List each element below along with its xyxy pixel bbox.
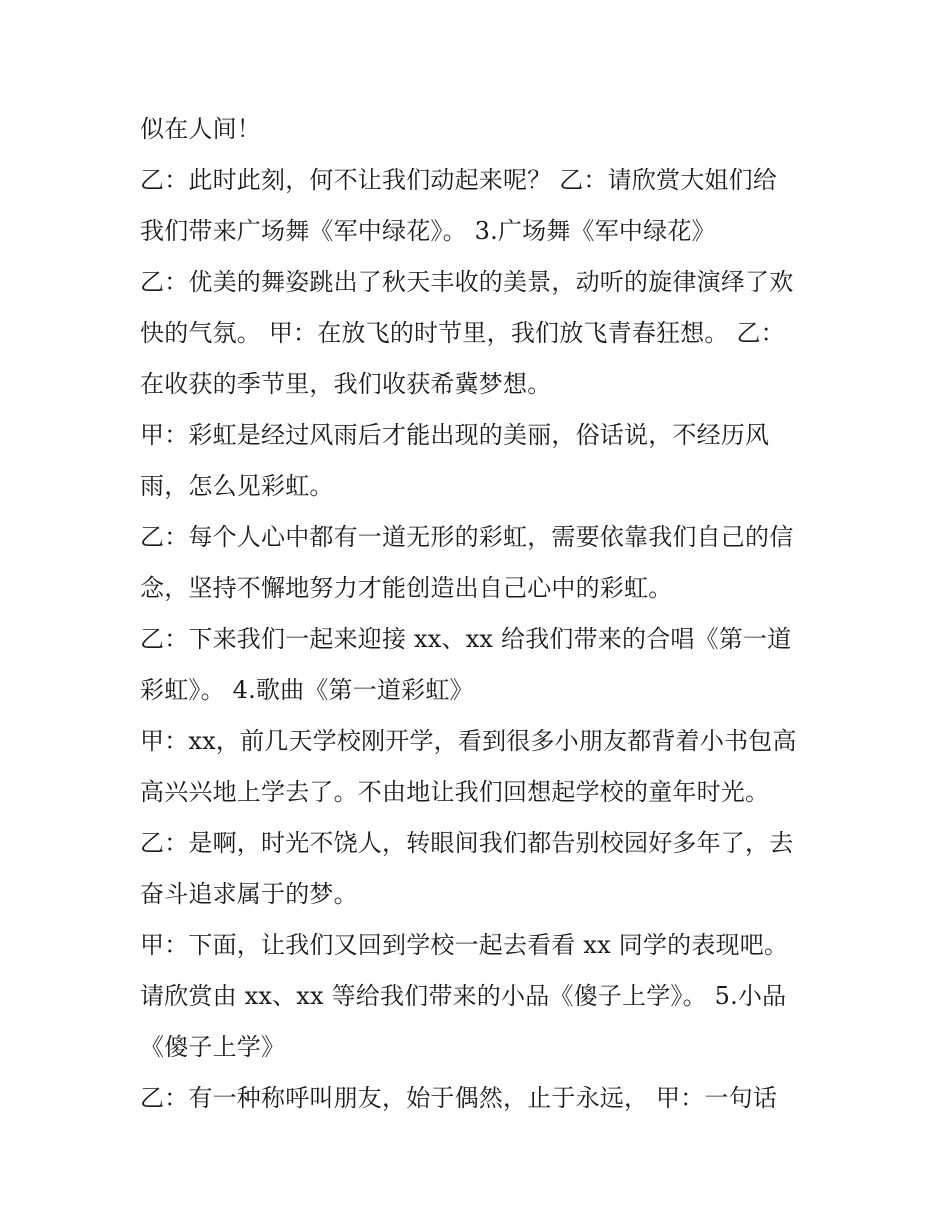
text-line: 奋斗追求属于的梦。 <box>140 880 358 908</box>
text-line: 快的气氛。 甲：在放飞的时节里，我们放飞青春狂想。 乙： <box>140 319 785 347</box>
text-line: 甲：下面，让我们又回到学校一起去看看 xx 同学的表现吧。 <box>140 931 789 959</box>
text-line: 甲：彩虹是经过风雨后才能出现的美丽，俗话说，不经历风 <box>140 421 770 449</box>
text-line: 乙：优美的舞姿跳出了秋天丰收的美景，动听的旋律演绎了欢 <box>140 268 794 296</box>
text-line: 念，坚持不懈地努力才能创造出自己心中的彩虹。 <box>140 574 673 602</box>
text-line: 乙：有一种称呼叫朋友，始于偶然，止于永远， 甲：一句话 <box>140 1084 778 1112</box>
text-line: 似在人间！ <box>140 115 261 143</box>
text-line: 高兴兴地上学去了。不由地让我们回想起学校的童年时光。 <box>140 778 770 806</box>
text-line: 乙：每个人心中都有一道无形的彩虹，需要依靠我们自己的信 <box>140 523 794 551</box>
text-line: 甲：xx，前几天学校刚开学，看到很多小朋友都背着小书包高 <box>140 727 797 755</box>
text-line: 请欣赏由 xx、xx 等给我们带来的小品《傻子上学》。 5.小品 <box>140 982 787 1010</box>
text-line: 乙：是啊，时光不饶人，转眼间我们都告别校园好多年了，去 <box>140 829 794 857</box>
text-line: 在收获的季节里，我们收获希冀梦想。 <box>140 370 552 398</box>
text-line: 我们带来广场舞《军中绿花》。 3.广场舞《军中绿花》 <box>140 217 716 245</box>
text-line: 乙：下来我们一起来迎接 xx、xx 给我们带来的合唱《第一道 <box>140 625 792 653</box>
text-line: 彩虹》。 4.歌曲《第一道彩虹》 <box>140 676 474 704</box>
text-line: 乙：此时此刻，何不让我们动起来呢？ 乙：请欣赏大姐们给 <box>140 166 778 194</box>
text-line: 雨，怎么见彩虹。 <box>140 472 334 500</box>
text-line: 《傻子上学》 <box>140 1033 286 1061</box>
script-text-block <box>140 104 840 1124</box>
